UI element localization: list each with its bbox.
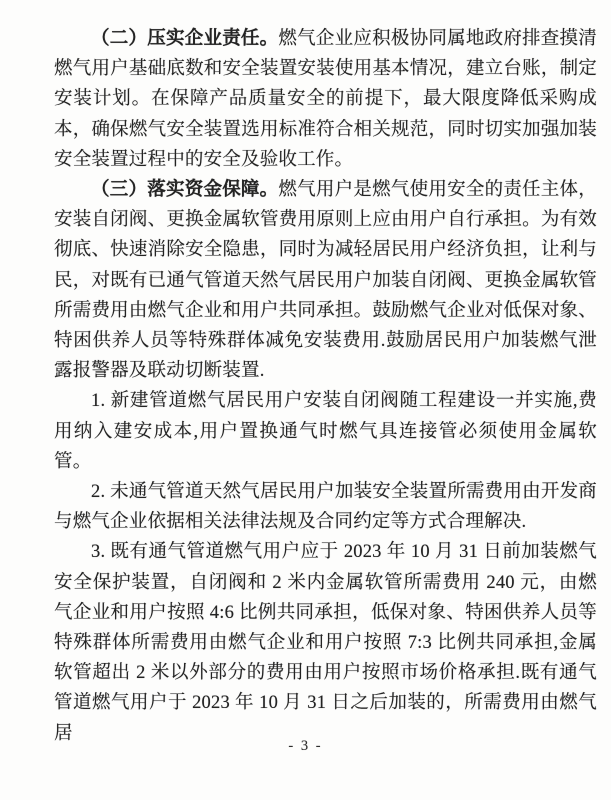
paragraph-text: 3. 既有通气管道燃气用户应于 2023 年 10 月 31 日前加装燃气安全保护装置，自闭阀和 2 米内金属软管所需费用 240 元，由燃气企业和用户按照 4:6 比例共同承担，低保对象、特困供养人员等特殊群体所需费用由燃气企业和用户按照 7:3 比例共同承担,金属软管超出 2 米以外部分的费用由用户按照市场价格承担.既有通气管道燃气用户于 2023 年 10 月 31 日之后加装的，所需费用由燃气居	[54, 542, 597, 744]
paragraph-lead: （二）压实企业责任。	[91, 29, 279, 49]
paragraph-text: 燃气企业应积极协同属地政府排查摸清燃气用户基础底数和安全装置安装使用基本情况，建立台账，制定安装计划。在保障产品质量安全的前提下，最大限度降低采购成本，确保燃气安全装置选用标准符合相关规范，同时切实加强加装安全装置过程中的安全及验收工作。	[54, 29, 597, 170]
paragraph-section-3	[54, 175, 597, 386]
paragraph-item-2	[54, 477, 597, 537]
document-body	[54, 24, 597, 749]
paragraph-text: 燃气用户是燃气使用安全的责任主体，安装自闭阀、更换金属软管费用原则上应由用户自行承担。为有效彻底、快速消除安全隐患，同时为减轻居民用户经济负担，让利与民，对既有已通气管道天然气居民用户加装自闭阀、更换金属软管所需费用由燃气企业和用户共同承担。鼓励燃气企业对低保对象、特困供养人员等特殊群体减免安装费用.鼓励居民用户加装燃气泄露报警器及联动切断装置.	[54, 180, 597, 382]
paragraph-section-2	[54, 24, 597, 175]
paragraph-lead: （三）落实资金保障。	[91, 180, 279, 201]
paragraph-text: 1. 新建管道燃气居民用户安装自闭阀随工程建设一并实施,费用纳入建安成本,用户置换通气时燃气具连接管必须使用金属软管。	[54, 391, 597, 472]
page-number: - 3 -	[288, 738, 323, 754]
paragraph-item-1	[54, 386, 597, 477]
paragraph-text: 2. 未通气管道天然气居民用户加装安全装置所需费用由开发商与燃气企业依据相关法律法规及合同约定等方式合理解决.	[54, 482, 597, 533]
page-footer	[0, 737, 611, 755]
paragraph-item-3	[54, 537, 597, 748]
